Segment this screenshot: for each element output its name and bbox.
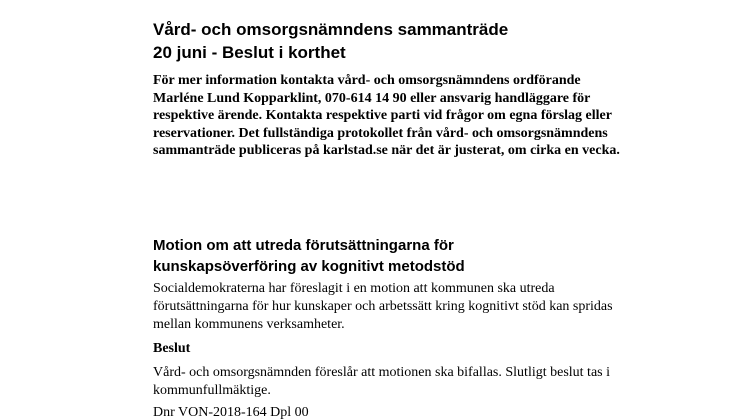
section-heading-line-2: kunskapsöverföring av kognitivt metodstöd — [153, 258, 465, 275]
reference-number: Dnr VON-2018-164 Dpl 00 — [153, 405, 309, 419]
section-heading-line-1: Motion om att utreda förutsättningarna för — [153, 237, 454, 254]
section-description: Socialdemokraterna har föreslagit i en motion att kommunen ska utreda förutsättningarna för hur kunskaper och arbetssätt kring kognitivt stöd kan spridas mellan kommunens verksamheter. — [153, 281, 613, 332]
intro-paragraph: För mer information kontakta vård- och omsorgsnämndens ordförande Marléne Lund Kopparklint, 070-614 14 90 eller ansvarig handläggare för respektive ärende. Kontakta respektive parti vid frågor om egna förslag eller reservationer. Det fullständiga protokollet från vård- och omsorgsnämndens sammanträde publiceras på karlstad.se när det är justerat, om cirka en vecka. — [153, 73, 620, 158]
page-title-line-2: 20 juni - Beslut i korthet — [153, 43, 346, 62]
page-title — [153, 18, 673, 64]
decision-label: Beslut — [153, 341, 191, 356]
section-heading — [153, 235, 673, 277]
page-title-line-1: Vård- och omsorgsnämndens sammanträde — [153, 20, 509, 39]
decision-text: Vård- och omsorgsnämnden föreslår att motionen ska bifallas. Slutligt beslut tas i kommunfullmäktige. — [153, 365, 610, 398]
